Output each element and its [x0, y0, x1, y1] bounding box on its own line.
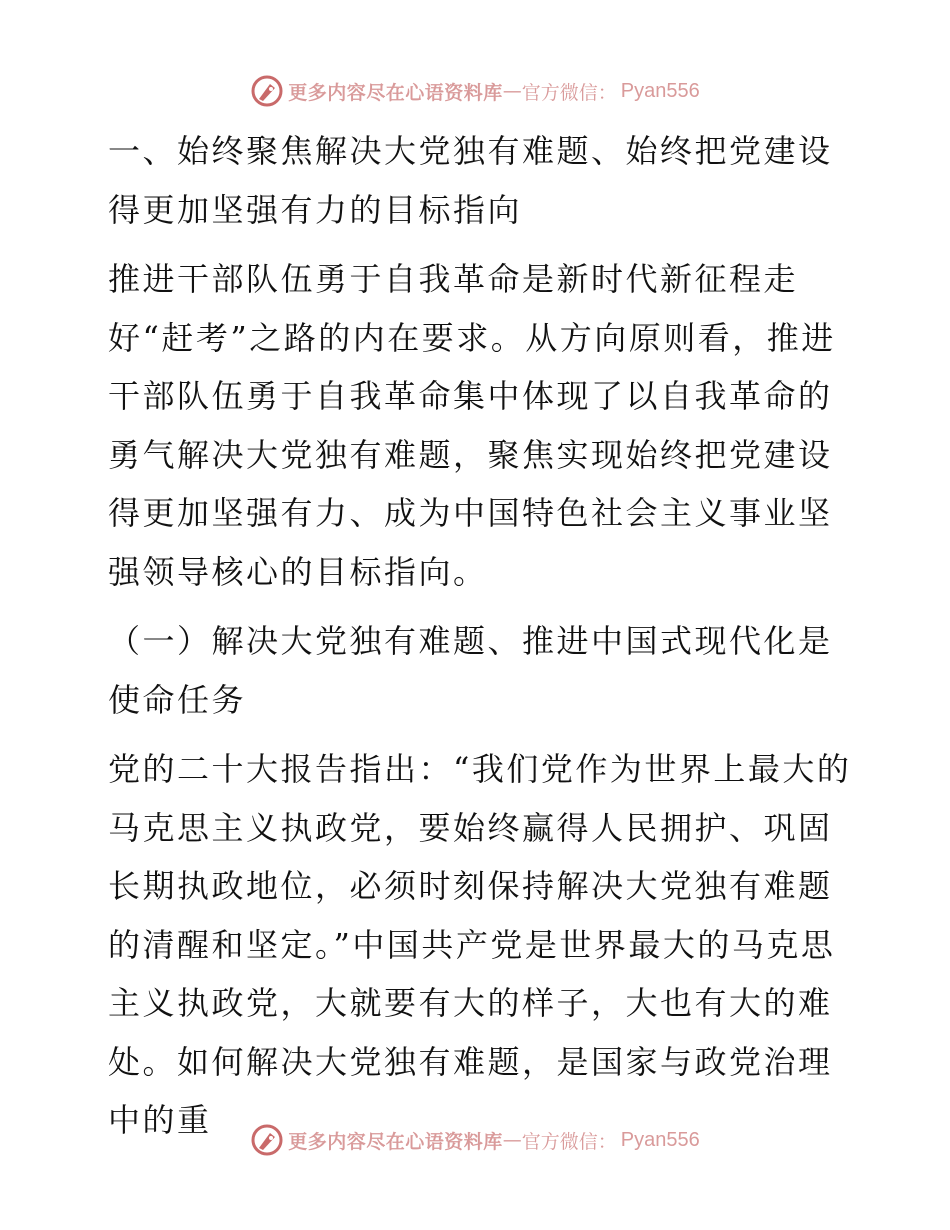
- pen-nib-logo-icon: [250, 74, 284, 108]
- watermark-main-text: 更多内容尽在心语资料库: [288, 1130, 503, 1153]
- watermark-contact-label: 官方微信：: [521, 1130, 617, 1153]
- body-paragraph: 推进干部队伍勇于自我革命是新时代新征程走好“赶考”之路的内在要求。从方向原则看，推进干部队伍勇于自我革命集中体现了以自我革命的勇气解决大党独有难题，聚焦实现始终把党建设得更加坚强有力、成为中国特色社会主义事业坚强领导核心的目标指向。: [108, 260, 836, 591]
- body-paragraph: 党的二十大报告指出：“我们党作为世界上最大的马克思主义执政党，要始终赢得人民拥护、巩固长期执政地位，必须时刻保持解决大党独有难题的清醒和坚定。”中国共产党是世界最大的马克思主义执政党，大就要有大的样子，大也有大的难处。如何解决大党独有难题，是国家与政党治理中的重: [108, 750, 852, 1139]
- header-watermark-banner: [0, 71, 950, 111]
- watermark-separator: —: [502, 80, 522, 102]
- footer-watermark-banner: [0, 1120, 950, 1160]
- section-heading: 一、始终聚焦解决大党独有难题、始终把党建设得更加坚强有力的目标指向: [108, 132, 833, 229]
- watermark-contact-id: Pyan556: [620, 1128, 700, 1151]
- watermark-contact-label: 官方微信：: [521, 81, 617, 104]
- watermark-main-text: 更多内容尽在心语资料库: [288, 81, 503, 104]
- watermark-contact-id: Pyan556: [620, 79, 700, 102]
- subsection-heading: （一）解决大党独有难题、推进中国式现代化是使命任务: [108, 622, 833, 719]
- watermark-separator: —: [502, 1129, 522, 1151]
- pen-nib-logo-icon: [250, 1123, 284, 1157]
- document-body: [96, 122, 856, 1150]
